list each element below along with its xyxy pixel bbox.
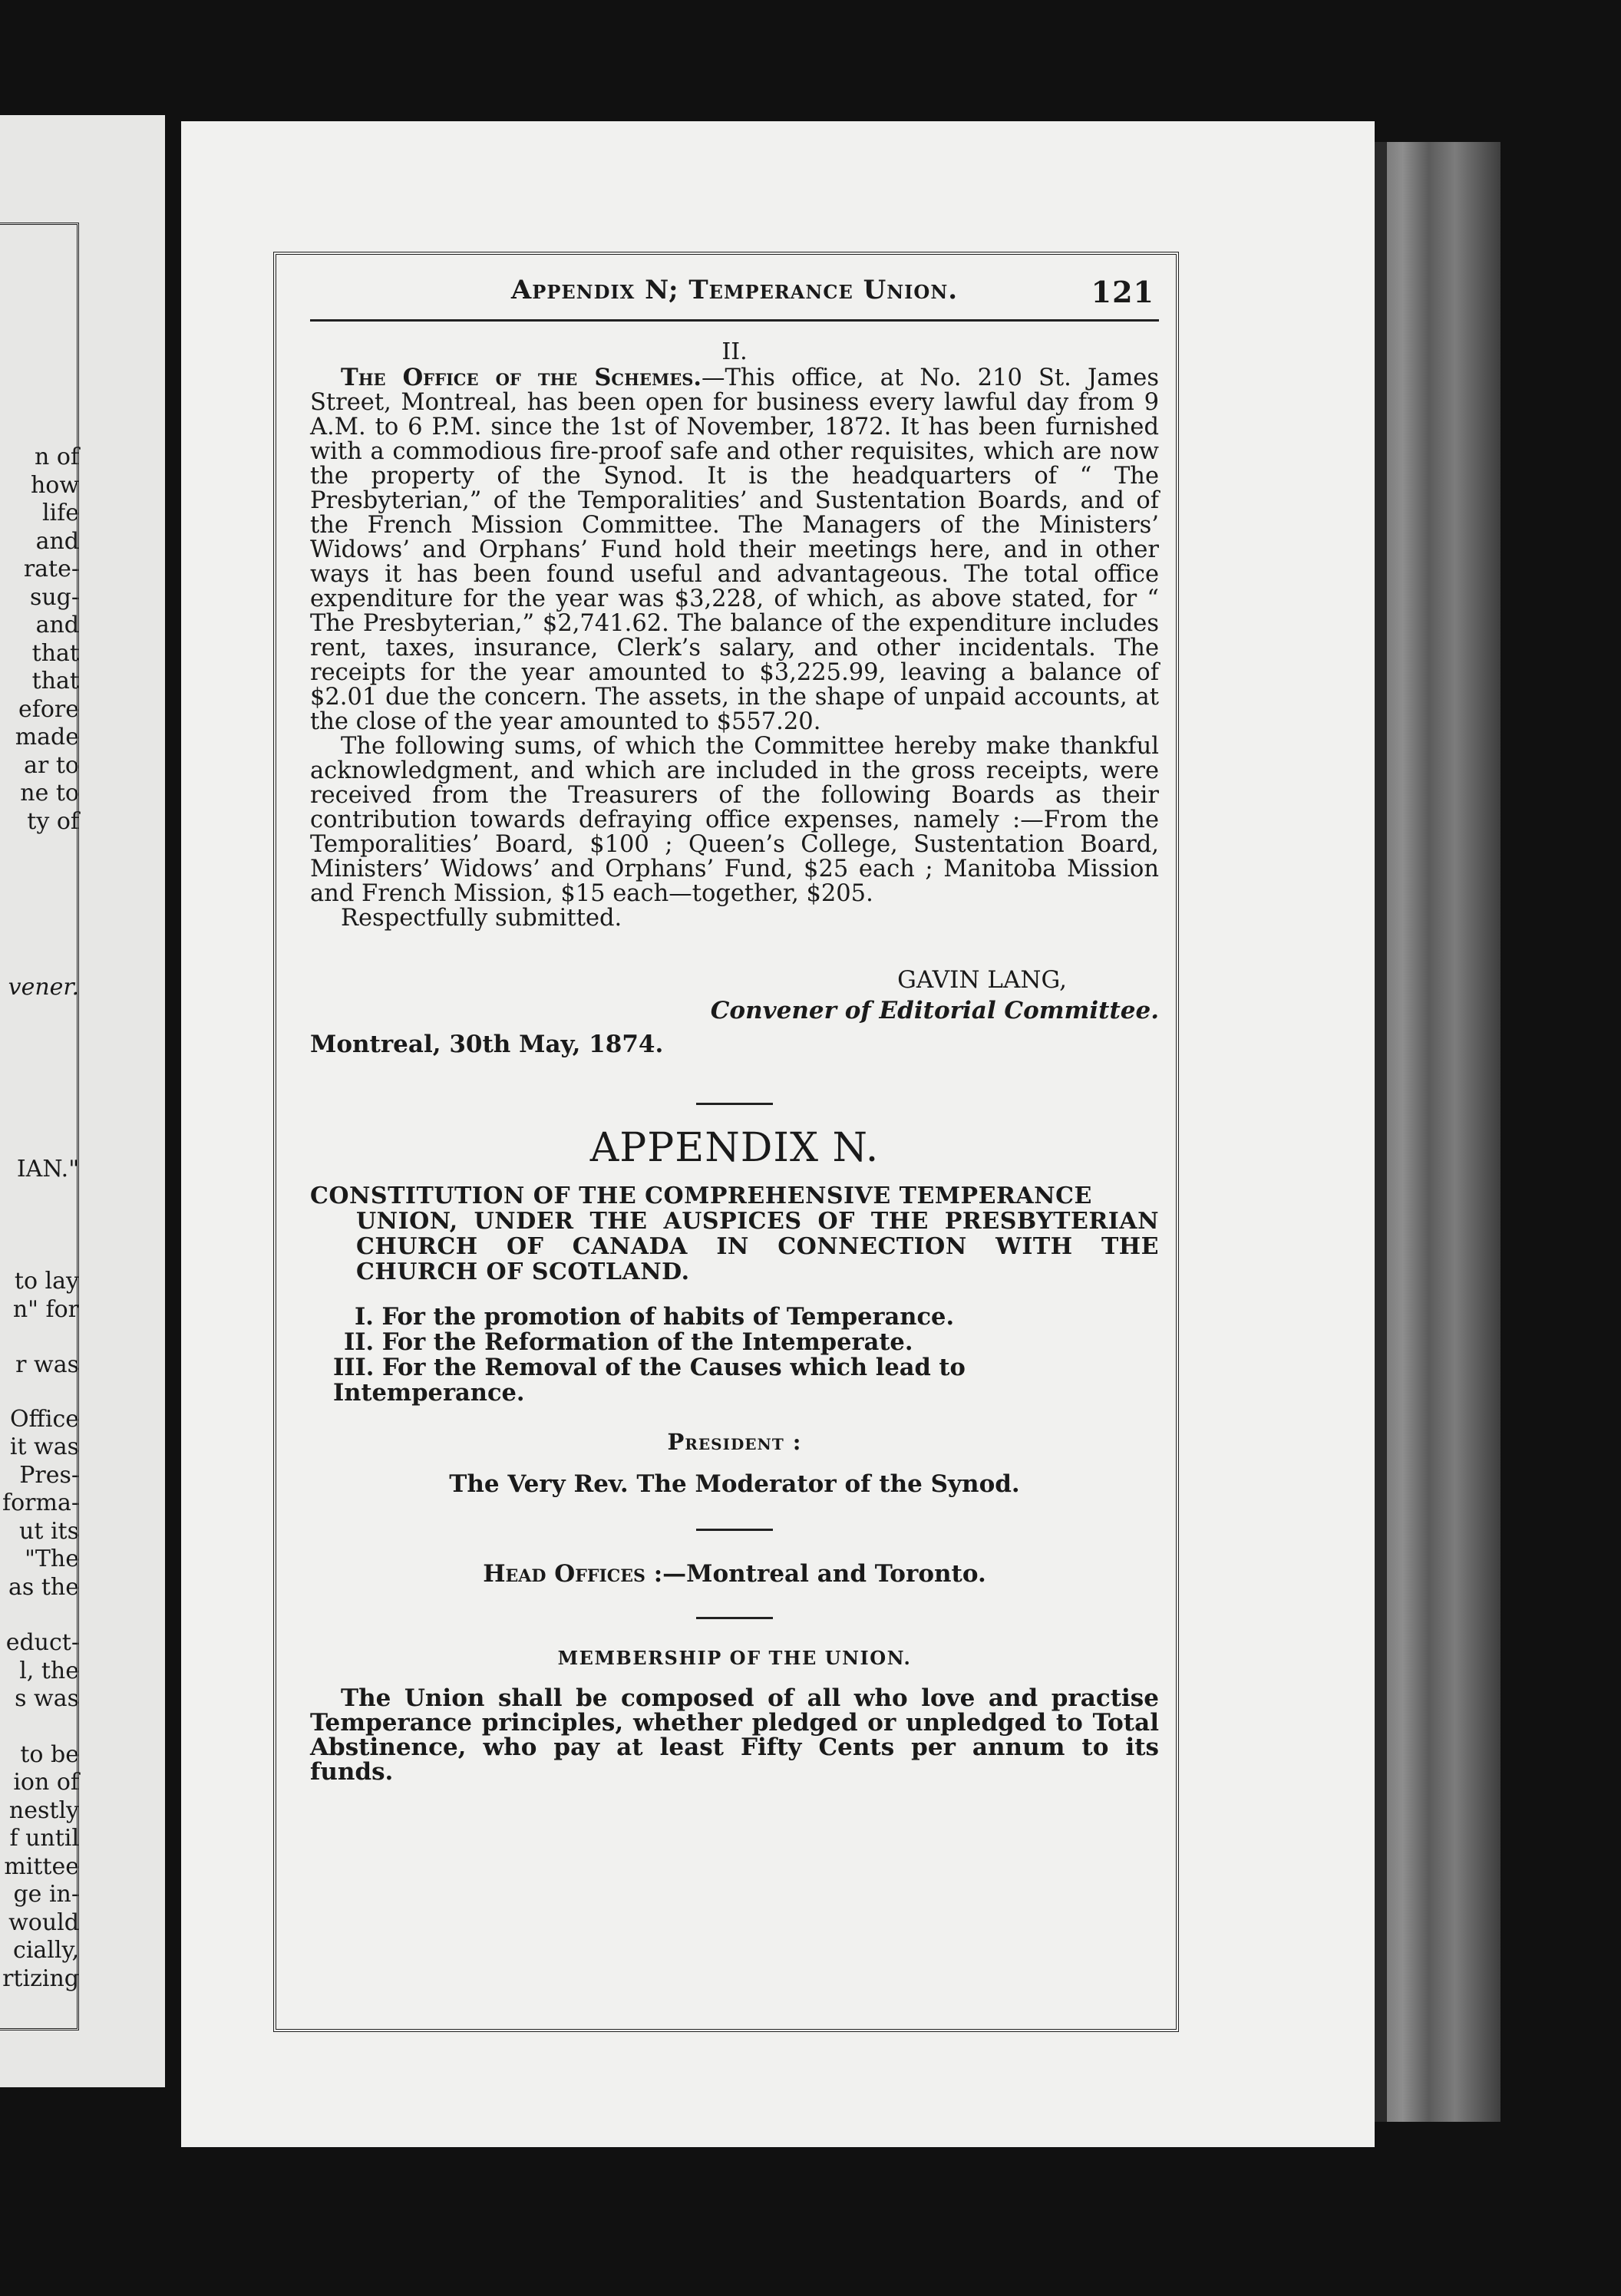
prev-line: mittee: [4, 1852, 79, 1880]
prev-line: it was: [9, 1433, 79, 1460]
prev-line: Pres-: [19, 1461, 79, 1489]
report-paragraph-2: The following sums, of which the Committee hereby make thankful acknowledgment, and which are included in the gross receipts, were received from the Treasurers of the following Boards as their contribution towards defraying office expenses, namely :—From the Temporalities’ Board, $100 ; Queen’s College, Sustentation Board, Ministers’ Widows’ and Orphans’ Fund, $25 each ; Manitoba Mission and French Mission, $15 each—together, $205.: [310, 733, 1159, 907]
prev-line: r was: [15, 1351, 79, 1378]
prev-line: rtizing: [2, 1964, 79, 1992]
appendix-title: APPENDIX N.: [589, 1125, 880, 1171]
prev-line: and: [35, 527, 79, 555]
prev-line: Office: [9, 1405, 79, 1433]
head-offices: [310, 1560, 1159, 1588]
prev-line: to be: [20, 1740, 79, 1768]
report-paragraph-1: [310, 365, 1159, 734]
signatory-title: Convener of Editorial Committee.: [710, 997, 1159, 1024]
report-paragraph-1-text: —This office, at No. 210 St. James Street, Montreal, has been open for business every lawful day from 9 A.M. to 6 P.M. since the 1st of November, 1872. It has been furnished with a commodious fire-proof safe and other requisites, which are now the property of the Synod. It is the headquarters of “ The Presbyterian,” of the Temporalities’ and Sustentation Boards, and of the French Mission Committee. The Managers of the Ministers’ Widows’ and Orphans’ Fund hold their meetings here, and in other ways it has been found useful and advantageous. The total office expenditure for the year was $3,228, of which, as above stated, for “ The Presbyterian,” $2,741.62. The balance of the expenditure includes rent, taxes, insurance, Clerk’s salary, and other incidentals. The receipts for the year amounted to $3,225.99, leaving a balance of $2.01 due the concern. The assets, in the shape of unpaid accounts, at the close of the year amounted to $557.20.: [310, 365, 1160, 735]
prev-line: efore: [18, 695, 79, 723]
prev-line: ty of: [27, 807, 79, 835]
prev-line: as the: [8, 1573, 79, 1601]
constitution-heading: [310, 1183, 1159, 1285]
prev-line: would: [8, 1908, 79, 1936]
prev-line: nestly: [8, 1796, 79, 1824]
prev-line: that: [31, 639, 79, 667]
page-number: 121: [1091, 275, 1154, 309]
constitution-heading-rest: UNION, UNDER THE AUSPICES OF THE PRESBYTERIAN CHURCH OF CANADA IN CONNECTION WITH THE CHURCH OF SCOTLAND.: [356, 1208, 1159, 1285]
prev-line: and: [35, 612, 79, 638]
prev-line: "The: [25, 1546, 79, 1572]
union-object-item: I. For the promotion of habits of Temperance.: [355, 1303, 955, 1331]
previous-page-text: [2, 444, 79, 1993]
previous-page-fragment: [0, 115, 165, 2087]
report-dateline: Montreal, 30th May, 1874.: [310, 1031, 664, 1058]
head-offices-value: :—Montreal and Toronto.: [645, 1560, 986, 1588]
prev-line: to lay: [14, 1268, 79, 1295]
prev-line: ar to: [24, 751, 79, 779]
prev-line: n of: [34, 444, 79, 470]
head-offices-label: Head Offices: [483, 1560, 645, 1588]
prev-line: s was: [15, 1685, 79, 1712]
prev-line: l, the: [19, 1657, 79, 1684]
prev-line: rate-: [23, 556, 79, 582]
membership-text: The Union shall be composed of all who love and practise Temperance principles, whether pledged or unpledged to Total Abstinence, who pay at least Fifty Cents per annum to its funds.: [310, 1684, 1159, 1786]
prev-line: cially,: [13, 1937, 79, 1964]
section-divider: [696, 1617, 773, 1619]
president-label: President :: [667, 1429, 802, 1455]
union-object-item: II. For the Reformation of the Intemperate.: [344, 1328, 913, 1356]
prev-line: ge in-: [13, 1881, 79, 1908]
prev-line: life: [41, 500, 79, 526]
prev-line: n" for: [12, 1295, 79, 1323]
prev-line: sug-: [29, 583, 79, 611]
section-divider: [696, 1103, 773, 1105]
section-divider: [696, 1529, 773, 1531]
prev-line: vener.: [8, 974, 79, 1001]
report-closing: Respectfully submitted.: [341, 905, 622, 932]
book-page-edges: [1370, 142, 1500, 2122]
constitution-heading-line-1: CONSTITUTION OF THE COMPREHENSIVE TEMPERANCE: [310, 1183, 1092, 1209]
prev-line: that: [31, 668, 79, 694]
page-frame: [273, 252, 1179, 2032]
prev-line: how: [30, 471, 79, 499]
book-page: [181, 121, 1375, 2147]
prev-line: ne to: [20, 780, 79, 807]
report-lead-in: The Office of the Schemes.: [341, 364, 702, 391]
president-value: The Very Rev. The Moderator of the Synod.: [449, 1470, 1020, 1498]
prev-line: f until: [9, 1825, 79, 1852]
union-objects-list: [333, 1305, 1159, 1406]
prev-line: IAN.": [16, 1155, 79, 1183]
prev-line: made: [15, 724, 79, 750]
signatory-name: GAVIN LANG,: [897, 966, 1067, 994]
membership-heading: MEMBERSHIP OF THE UNION.: [557, 1647, 912, 1669]
running-head: [310, 275, 1159, 322]
prev-line: forma-: [2, 1489, 79, 1516]
section-number: II.: [721, 338, 748, 365]
prev-line: ut its: [19, 1517, 79, 1545]
prev-line: ion of: [13, 1769, 79, 1796]
union-object-item: III. For the Removal of the Causes which lead to Intemperance.: [333, 1354, 966, 1407]
prev-line: educt-: [5, 1629, 79, 1656]
running-head-title: Appendix N; Temperance Union.: [510, 275, 959, 305]
